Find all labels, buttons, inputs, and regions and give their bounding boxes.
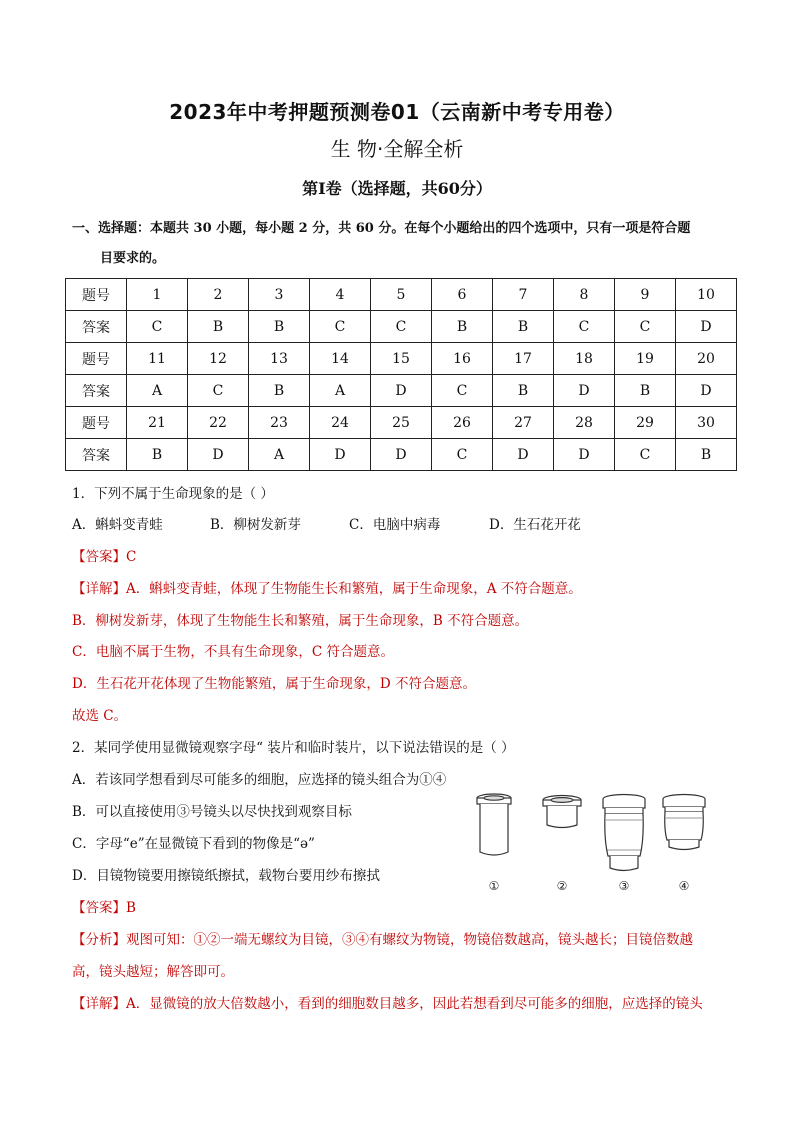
table-row — [66, 439, 737, 471]
table-cell: B — [249, 375, 310, 407]
q1-option-a: A．蝌蚪变青蛙 — [72, 517, 163, 533]
table-cell: C — [371, 311, 432, 343]
table-cell: D — [554, 375, 615, 407]
table-cell: C — [310, 311, 371, 343]
table-cell: 28 — [554, 407, 615, 439]
analysis-tag: 【分析】 — [72, 932, 126, 948]
table-cell: 16 — [432, 343, 493, 375]
detail-tag: 【详解】 — [72, 581, 126, 597]
analysis-text: 观图可知：①②一端无螺纹为目镜，③④有螺纹为物镜，物镜倍数越高，镜头越长；目镜倍数越 — [126, 932, 693, 948]
table-cell: 17 — [493, 343, 554, 375]
table-cell: 29 — [615, 407, 676, 439]
table-cell: A — [249, 439, 310, 471]
table-cell: 18 — [554, 343, 615, 375]
table-cell: D — [188, 439, 249, 471]
table-cell: D — [371, 439, 432, 471]
detail-tag: 【详解】 — [72, 996, 126, 1012]
table-cell: A — [127, 375, 188, 407]
table-row — [66, 311, 737, 343]
table-cell: B — [188, 311, 249, 343]
table-cell: D — [676, 375, 737, 407]
figure-label-1: ① — [488, 879, 500, 893]
figure-label-2: ② — [556, 879, 568, 893]
table-row — [66, 407, 737, 439]
detail-text: A．显微镜的放大倍数越小，看到的细胞数目越多，因此若想看到尽可能多的细胞，应选择的镜头 — [126, 996, 703, 1012]
table-cell: 26 — [432, 407, 493, 439]
section-instructions — [72, 214, 732, 274]
q2-detail-1 — [72, 992, 703, 1012]
q2-option-a: A．若该同学想看到尽可能多的细胞，应选择的镜头组合为①④ — [72, 772, 447, 788]
q1-answer — [72, 545, 136, 565]
instructions-line-1: 一、选择题：本题共 30 小题，每小题 2 分，共 60 分。在每个小题给出的四个选项中，只有一项是符合题 — [72, 221, 691, 236]
q2-option-b: B．可以直接使用③号镜头以尽快找到观察目标 — [72, 804, 352, 820]
table-cell: 12 — [188, 343, 249, 375]
q1-detail-a — [72, 577, 582, 597]
table-cell: 4 — [310, 279, 371, 311]
table-cell: 3 — [249, 279, 310, 311]
q1-conclusion: 故选 C。 — [72, 708, 128, 724]
q2-option-d: D．目镜物镜要用擦镜纸擦拭，载物台要用纱布擦拭 — [72, 868, 380, 884]
q1-option-d: D．生石花开花 — [489, 517, 581, 533]
q2-analysis-2: 高，镜头越短；解答即可。 — [72, 964, 234, 980]
table-cell: 14 — [310, 343, 371, 375]
table-cell: B — [127, 439, 188, 471]
table-header-cell: 答案 — [66, 311, 127, 343]
q1-option-b: B．柳树发新芽 — [210, 517, 301, 533]
table-cell: 8 — [554, 279, 615, 311]
eyepiece-lens-2 — [543, 796, 581, 828]
table-cell: 11 — [127, 343, 188, 375]
answer-tag: 【答案】 — [72, 900, 126, 916]
table-cell: C — [615, 311, 676, 343]
table-cell: B — [493, 375, 554, 407]
table-cell: C — [615, 439, 676, 471]
table-cell: 13 — [249, 343, 310, 375]
table-cell: D — [371, 375, 432, 407]
table-header-cell: 答案 — [66, 439, 127, 471]
table-cell: 5 — [371, 279, 432, 311]
document-subtitle: 生 物·全解全析 — [330, 137, 464, 161]
table-cell: 7 — [493, 279, 554, 311]
instructions-line-2: 目要求的。 — [100, 251, 166, 266]
table-cell: 30 — [676, 407, 737, 439]
table-cell: 22 — [188, 407, 249, 439]
q2-answer — [72, 896, 136, 916]
objective-lens-3 — [603, 795, 645, 871]
table-cell: D — [554, 439, 615, 471]
table-cell: 9 — [615, 279, 676, 311]
table-cell: 1 — [127, 279, 188, 311]
table-cell: 2 — [188, 279, 249, 311]
table-row — [66, 375, 737, 407]
table-cell: 27 — [493, 407, 554, 439]
answer-table — [65, 278, 737, 471]
detail-text: A．蝌蚪变青蛙，体现了生物能生长和繁殖，属于生命现象，A 不符合题意。 — [126, 581, 582, 597]
table-cell: 21 — [127, 407, 188, 439]
q1-detail-d: D．生石花开花体现了生物能繁殖，属于生命现象，D 不符合题意。 — [72, 676, 476, 692]
table-cell: B — [676, 439, 737, 471]
q1-detail-c: C．电脑不属于生物，不具有生命现象，C 符合题意。 — [72, 644, 394, 660]
q1-detail-b: B．柳树发新芽，体现了生物能生长和繁殖，属于生命现象，B 不符合题意。 — [72, 613, 529, 629]
table-cell: C — [432, 375, 493, 407]
table-cell: C — [432, 439, 493, 471]
table-cell: 23 — [249, 407, 310, 439]
table-cell: 10 — [676, 279, 737, 311]
table-cell: D — [310, 439, 371, 471]
table-cell: 19 — [615, 343, 676, 375]
microscope-lens-figure — [470, 790, 710, 900]
table-cell: D — [676, 311, 737, 343]
table-cell: B — [493, 311, 554, 343]
q2-analysis-1 — [72, 928, 693, 948]
table-row — [66, 343, 737, 375]
table-header-cell: 题号 — [66, 279, 127, 311]
objective-lens-4 — [663, 795, 705, 850]
figure-label-4: ④ — [678, 879, 690, 893]
answer-tag: 【答案】 — [72, 549, 126, 565]
table-cell: B — [432, 311, 493, 343]
q2-stem: 2．某同学使用显微镜观察字母“ 装片和临时装片，以下说法错误的是（ ） — [72, 740, 515, 756]
table-cell: D — [493, 439, 554, 471]
table-cell: 15 — [371, 343, 432, 375]
table-row — [66, 279, 737, 311]
table-header-cell: 题号 — [66, 343, 127, 375]
table-header-cell: 题号 — [66, 407, 127, 439]
table-header-cell: 答案 — [66, 375, 127, 407]
table-cell: 20 — [676, 343, 737, 375]
q2-option-c: C．字母“e”在显微镜下看到的物像是“ə” — [72, 836, 315, 852]
q1-option-c: C．电脑中病毒 — [349, 517, 441, 533]
table-cell: C — [127, 311, 188, 343]
figure-label-3: ③ — [618, 879, 630, 893]
q1-stem: 1．下列不属于生命现象的是（ ） — [72, 486, 274, 502]
table-cell: C — [554, 311, 615, 343]
table-cell: A — [310, 375, 371, 407]
table-cell: B — [615, 375, 676, 407]
answer-value: C — [126, 549, 137, 565]
document-title: 2023年中考押题预测卷01（云南新中考专用卷） — [169, 100, 625, 124]
section-title: 第Ⅰ卷（选择题，共60分） — [302, 179, 492, 198]
table-cell: B — [249, 311, 310, 343]
q1-options — [72, 513, 581, 533]
answer-value: B — [126, 900, 136, 916]
eyepiece-lens-1 — [477, 794, 511, 855]
table-cell: 25 — [371, 407, 432, 439]
table-cell: 24 — [310, 407, 371, 439]
table-cell: C — [188, 375, 249, 407]
table-cell: 6 — [432, 279, 493, 311]
